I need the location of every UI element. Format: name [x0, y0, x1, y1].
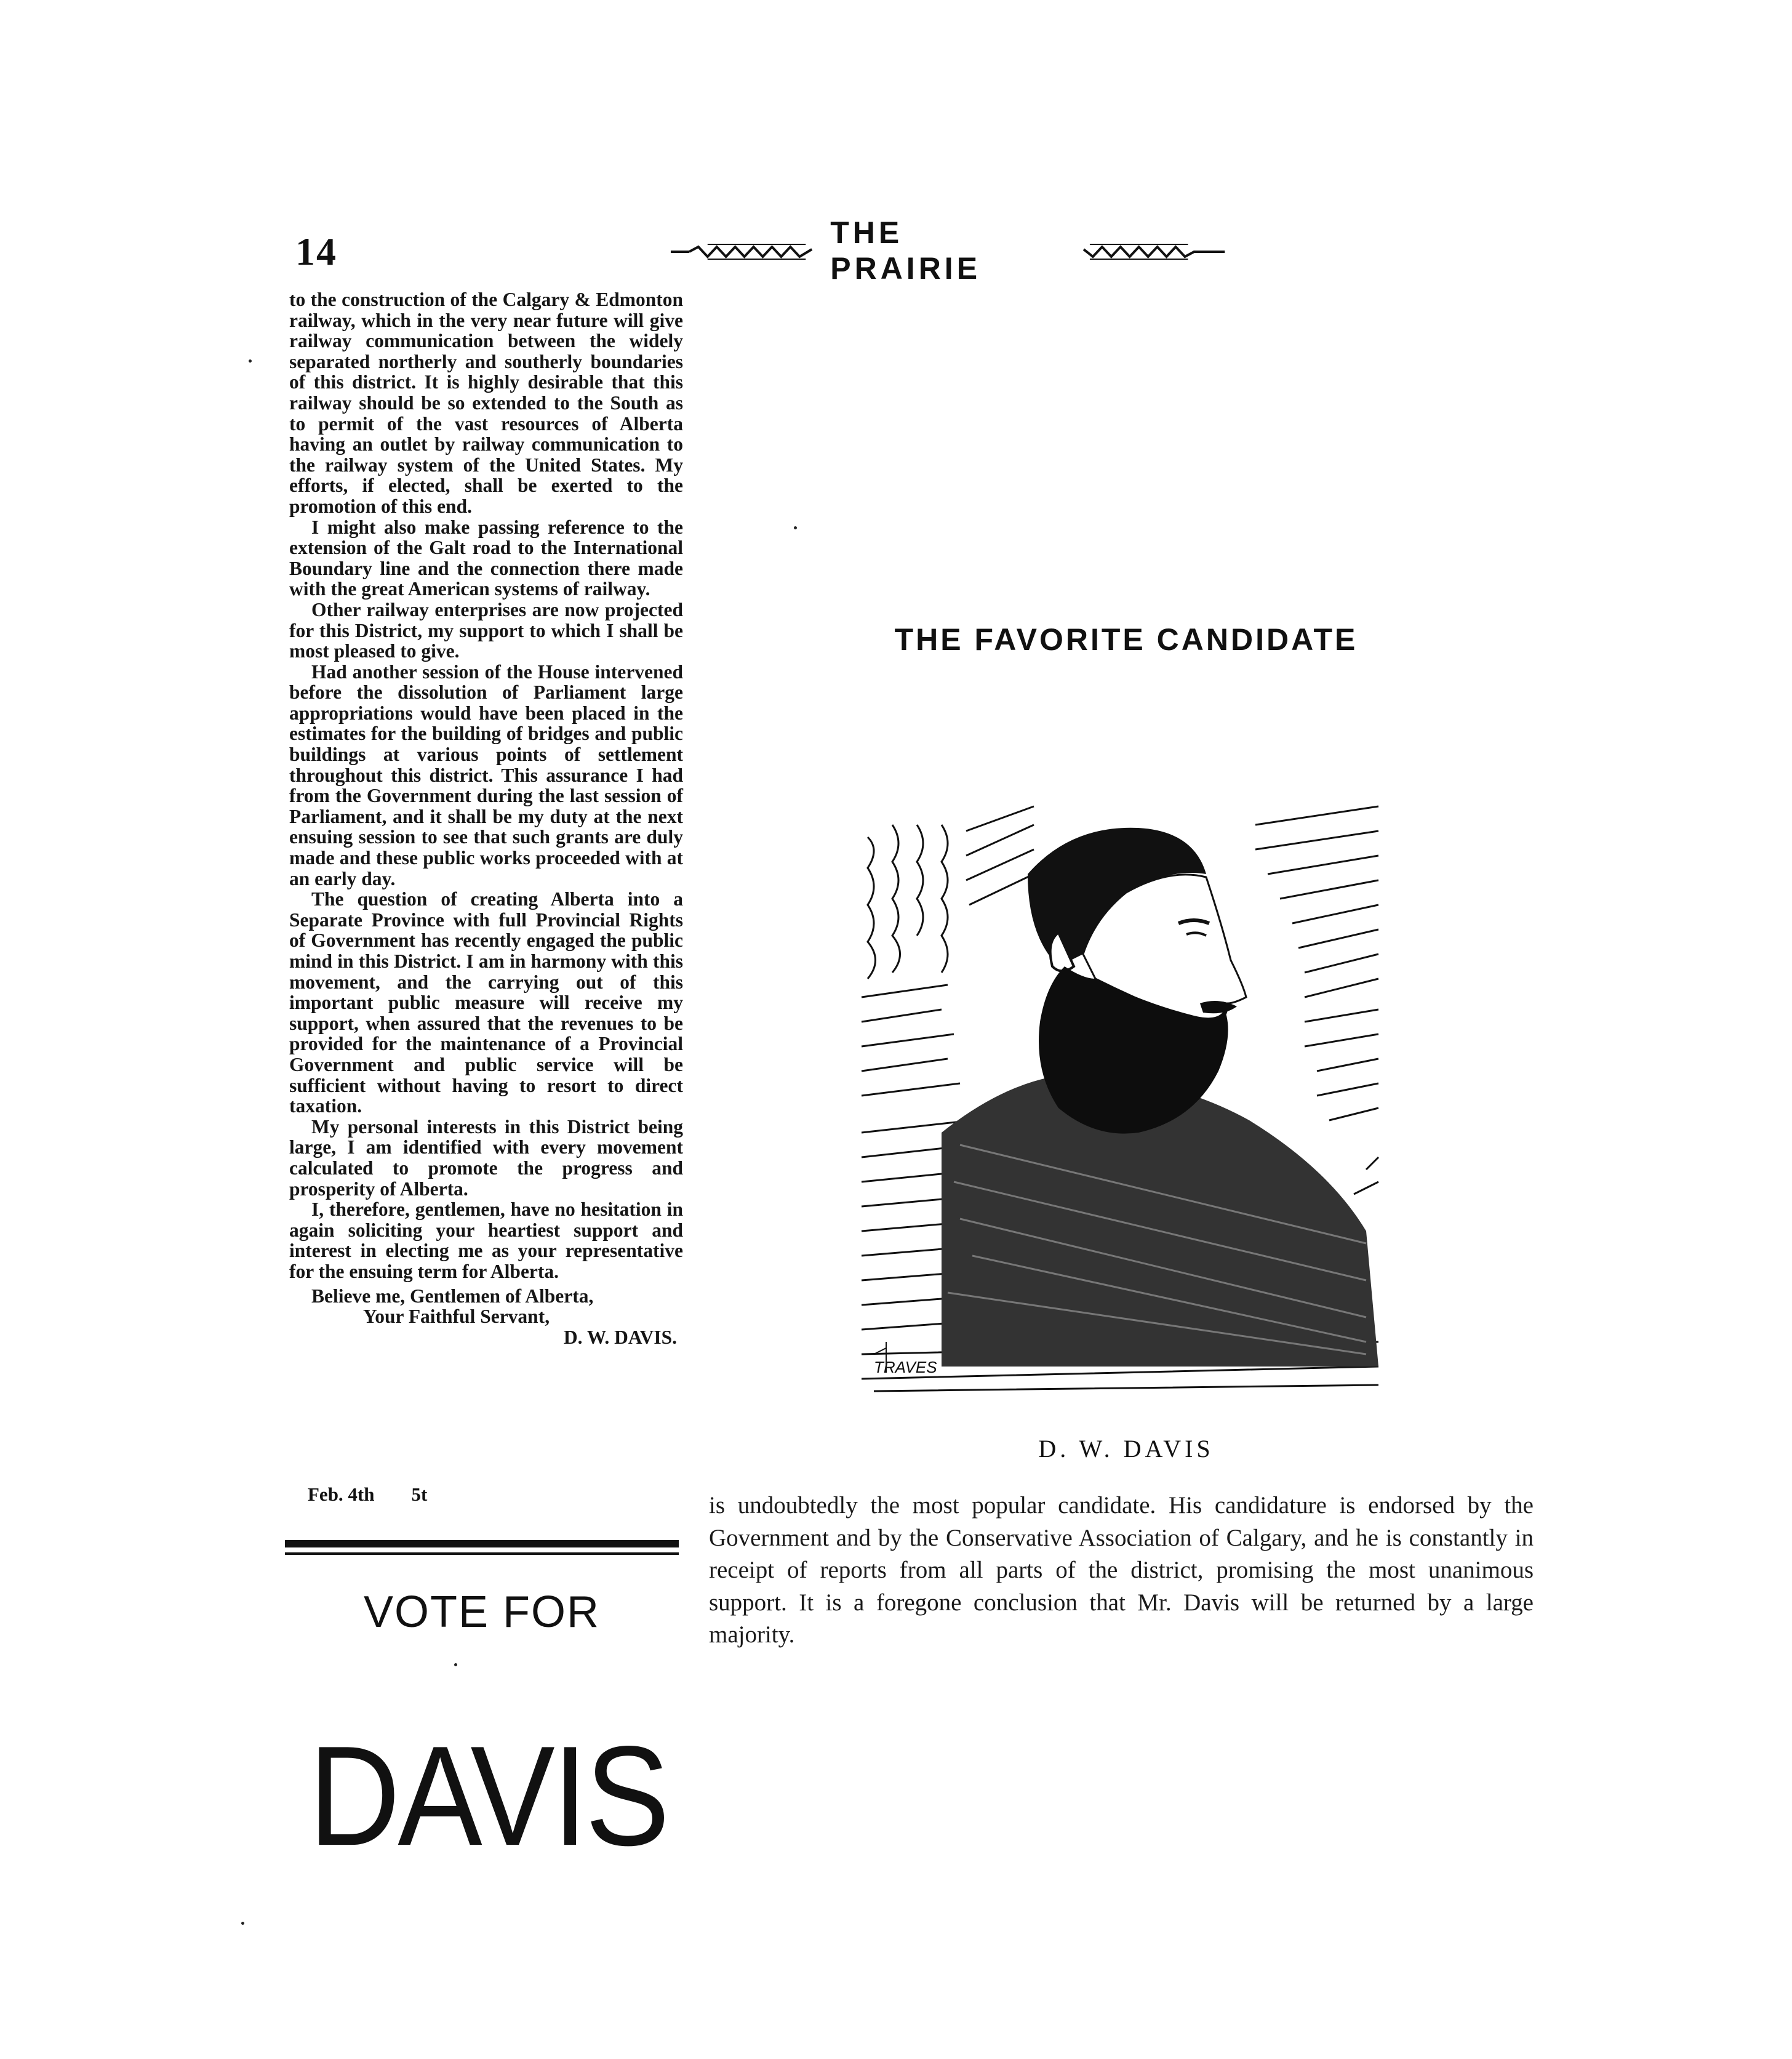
feature-body — [709, 1490, 1534, 1652]
running-title: THE PRAIRIE — [830, 215, 982, 286]
letter-signature: D. W. DAVIS. — [563, 1326, 677, 1348]
election-letter — [289, 289, 683, 1347]
letter-closing: Believe me, Gentlemen of Alberta, — [311, 1285, 594, 1307]
letter-paragraph: The question of creating Alberta into a Separate Province with full Provincial Rights of Government has recently engaged the public mind in this District. I am in harmony with this movement, and the carrying out of this important public measure will receive my support, when assured that the revenues to be provided for the maintenance of a Provincial Government and public service will be sufficient without having to resort to direct taxation. — [289, 888, 683, 1117]
column-rule-thin — [285, 1552, 679, 1555]
portrait-caption: D. W. DAVIS — [1038, 1435, 1214, 1463]
portrait-illustration — [849, 800, 1391, 1397]
page-number: 14 — [295, 230, 337, 273]
artist-signature: TRAVES — [874, 1358, 937, 1376]
portrait-figure — [874, 828, 1378, 1373]
letter-dateline — [308, 1483, 427, 1506]
vote-for-heading: VOTE FOR — [363, 1587, 600, 1637]
letter-date: Feb. 4th — [308, 1483, 375, 1505]
right-scroll-ornament-icon — [1078, 238, 1231, 263]
davis-advert-name: DAVIS — [308, 1716, 668, 1876]
letter-paragraph: Other railway enterprises are now projected for this District, my support to which I shall be most pleased to give. — [289, 598, 683, 662]
feature-body-paragraph: is undoubtedly the most popular candidate. His candidature is endorsed by the Government and by the Conservative Association of Calgary, and he is constantly in receipt of reports from all parts of the district, promising the most unanimous support. It is a foregone conclusion that Mr. Davis will be returned by a large majority. — [709, 1492, 1534, 1648]
ink-speck — [249, 359, 252, 363]
letter-signoff: Your Faithful Servant, — [363, 1306, 550, 1328]
insertion-code: 5t — [411, 1483, 428, 1505]
letter-paragraph: I, therefore, gentlemen, have no hesitation in again soliciting your heartiest support and interest in electing me as your representative for the ensuing term for Alberta. — [289, 1198, 683, 1282]
letter-paragraph: Had another session of the House intervened before the dissolution of Parliament large appropriations would have been placed in the estimates for the building of bridges and public buildings at various points of settlement throughout this district. This assurance I had from the Government during the last session of Parliament, and it shall be my duty at the next ensuing session to see that such grants are duly made and these public works proceeded with at an early day. — [289, 660, 683, 889]
column-rule-thick — [285, 1540, 679, 1547]
feature-headline: THE FAVORITE CANDIDATE — [894, 622, 1358, 657]
letter-paragraph: My personal interests in this District being large, I am identified with every movement calculated to promote the progress and prosperity of Alberta. — [289, 1115, 683, 1200]
ink-speck — [241, 1922, 244, 1925]
ink-speck — [794, 526, 797, 529]
letter-paragraph: I might also make passing reference to the extension of the Galt road to the International Boundary line and the connection there made with the great American systems of railway. — [289, 516, 683, 600]
ink-speck — [454, 1663, 457, 1666]
letter-paragraph: to the construction of the Calgary & Edmonton railway, which in the very near future will give railway communication between the widely separated northerly and southerly boundaries of this district. It is highly desirable that this railway should be so extended to the South as to permit of the vast resources of Alberta having an outlet by railway communication to the railway system of the United States. My efforts, if elected, shall be exerted to the promotion of this end. — [289, 289, 683, 517]
running-head — [665, 215, 1231, 286]
left-scroll-ornament-icon — [665, 238, 818, 263]
